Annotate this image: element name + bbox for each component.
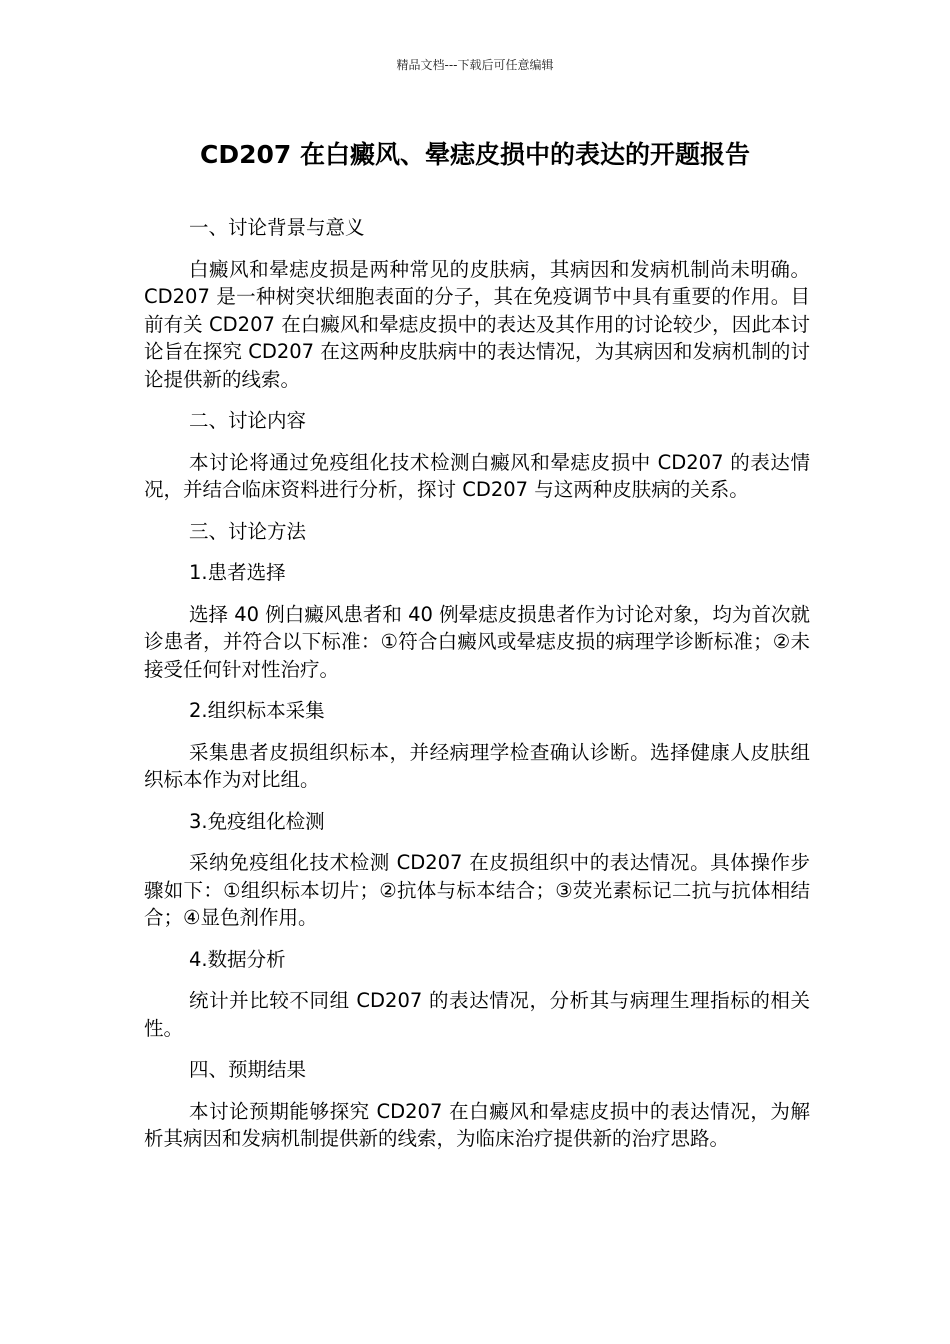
subheading-sample-collection: 2.组织标本采集 [189, 699, 325, 722]
page-header-note: 精品文档---下载后可任意编辑 [396, 58, 554, 72]
paragraph-content: 本讨论将通过免疫组化技术检测白癜风和晕痣皮损中 CD207 的表达情况，并结合临床资料进行分析，探讨 CD207 与这两种皮肤病的关系。 [144, 450, 810, 501]
paragraph-background: 白癜风和晕痣皮损是两种常见的皮肤病，其病因和发病机制尚未明确。CD207 是一种树突状细胞表面的分子，其在免疫调节中具有重要的作用。目前有关 CD207 在白癜风和晕痣皮损中的表达及其作用的讨论较少，因此本讨论旨在探究 CD207 在这两种皮肤病中的表达情况，为其病因和发病机制的讨论提供新的线索。 [144, 257, 810, 391]
section-heading-methods: 三、讨论方法 [189, 519, 307, 543]
paragraph-immunohistochemistry: 采纳免疫组化技术检测 CD207 在皮损组织中的表达情况。具体操作步骤如下：①组织标本切片；②抗体与标本结合；③荧光素标记二抗与抗体相结合；④显色剂作用。 [144, 851, 810, 929]
section-heading-content: 二、讨论内容 [189, 409, 307, 432]
document-title: CD207 在白癜风、晕痣皮损中的表达的开题报告 [200, 140, 750, 169]
subheading-immunohistochemistry: 3.免疫组化检测 [189, 809, 325, 833]
section-heading-background: 一、讨论背景与意义 [189, 216, 365, 239]
subheading-patient-selection: 1.患者选择 [189, 561, 286, 584]
paragraph-expected-results: 本讨论预期能够探究 CD207 在白癜风和晕痣皮损中的表达情况，为解析其病因和发病机制提供新的线索，为临床治疗提供新的治疗思路。 [144, 1099, 810, 1150]
section-heading-expected-results: 四、预期结果 [189, 1058, 307, 1081]
paragraph-patient-selection: 选择 40 例白癜风患者和 40 例晕痣皮损患者作为讨论对象，均为首次就诊患者，并符合以下标准：①符合白癜风或晕痣皮损的病理学诊断标准；②未接受任何针对性治疗。 [144, 602, 810, 681]
paragraph-data-analysis: 统计并比较不同组 CD207 的表达情况，分析其与病理生理指标的相关性。 [144, 989, 810, 1040]
paragraph-sample-collection: 采集患者皮损组织标本，并经病理学检查确认诊断。选择健康人皮肤组织标本作为对比组。 [144, 740, 810, 791]
document-body [144, 214, 810, 1167]
subheading-data-analysis: 4.数据分析 [189, 947, 286, 971]
